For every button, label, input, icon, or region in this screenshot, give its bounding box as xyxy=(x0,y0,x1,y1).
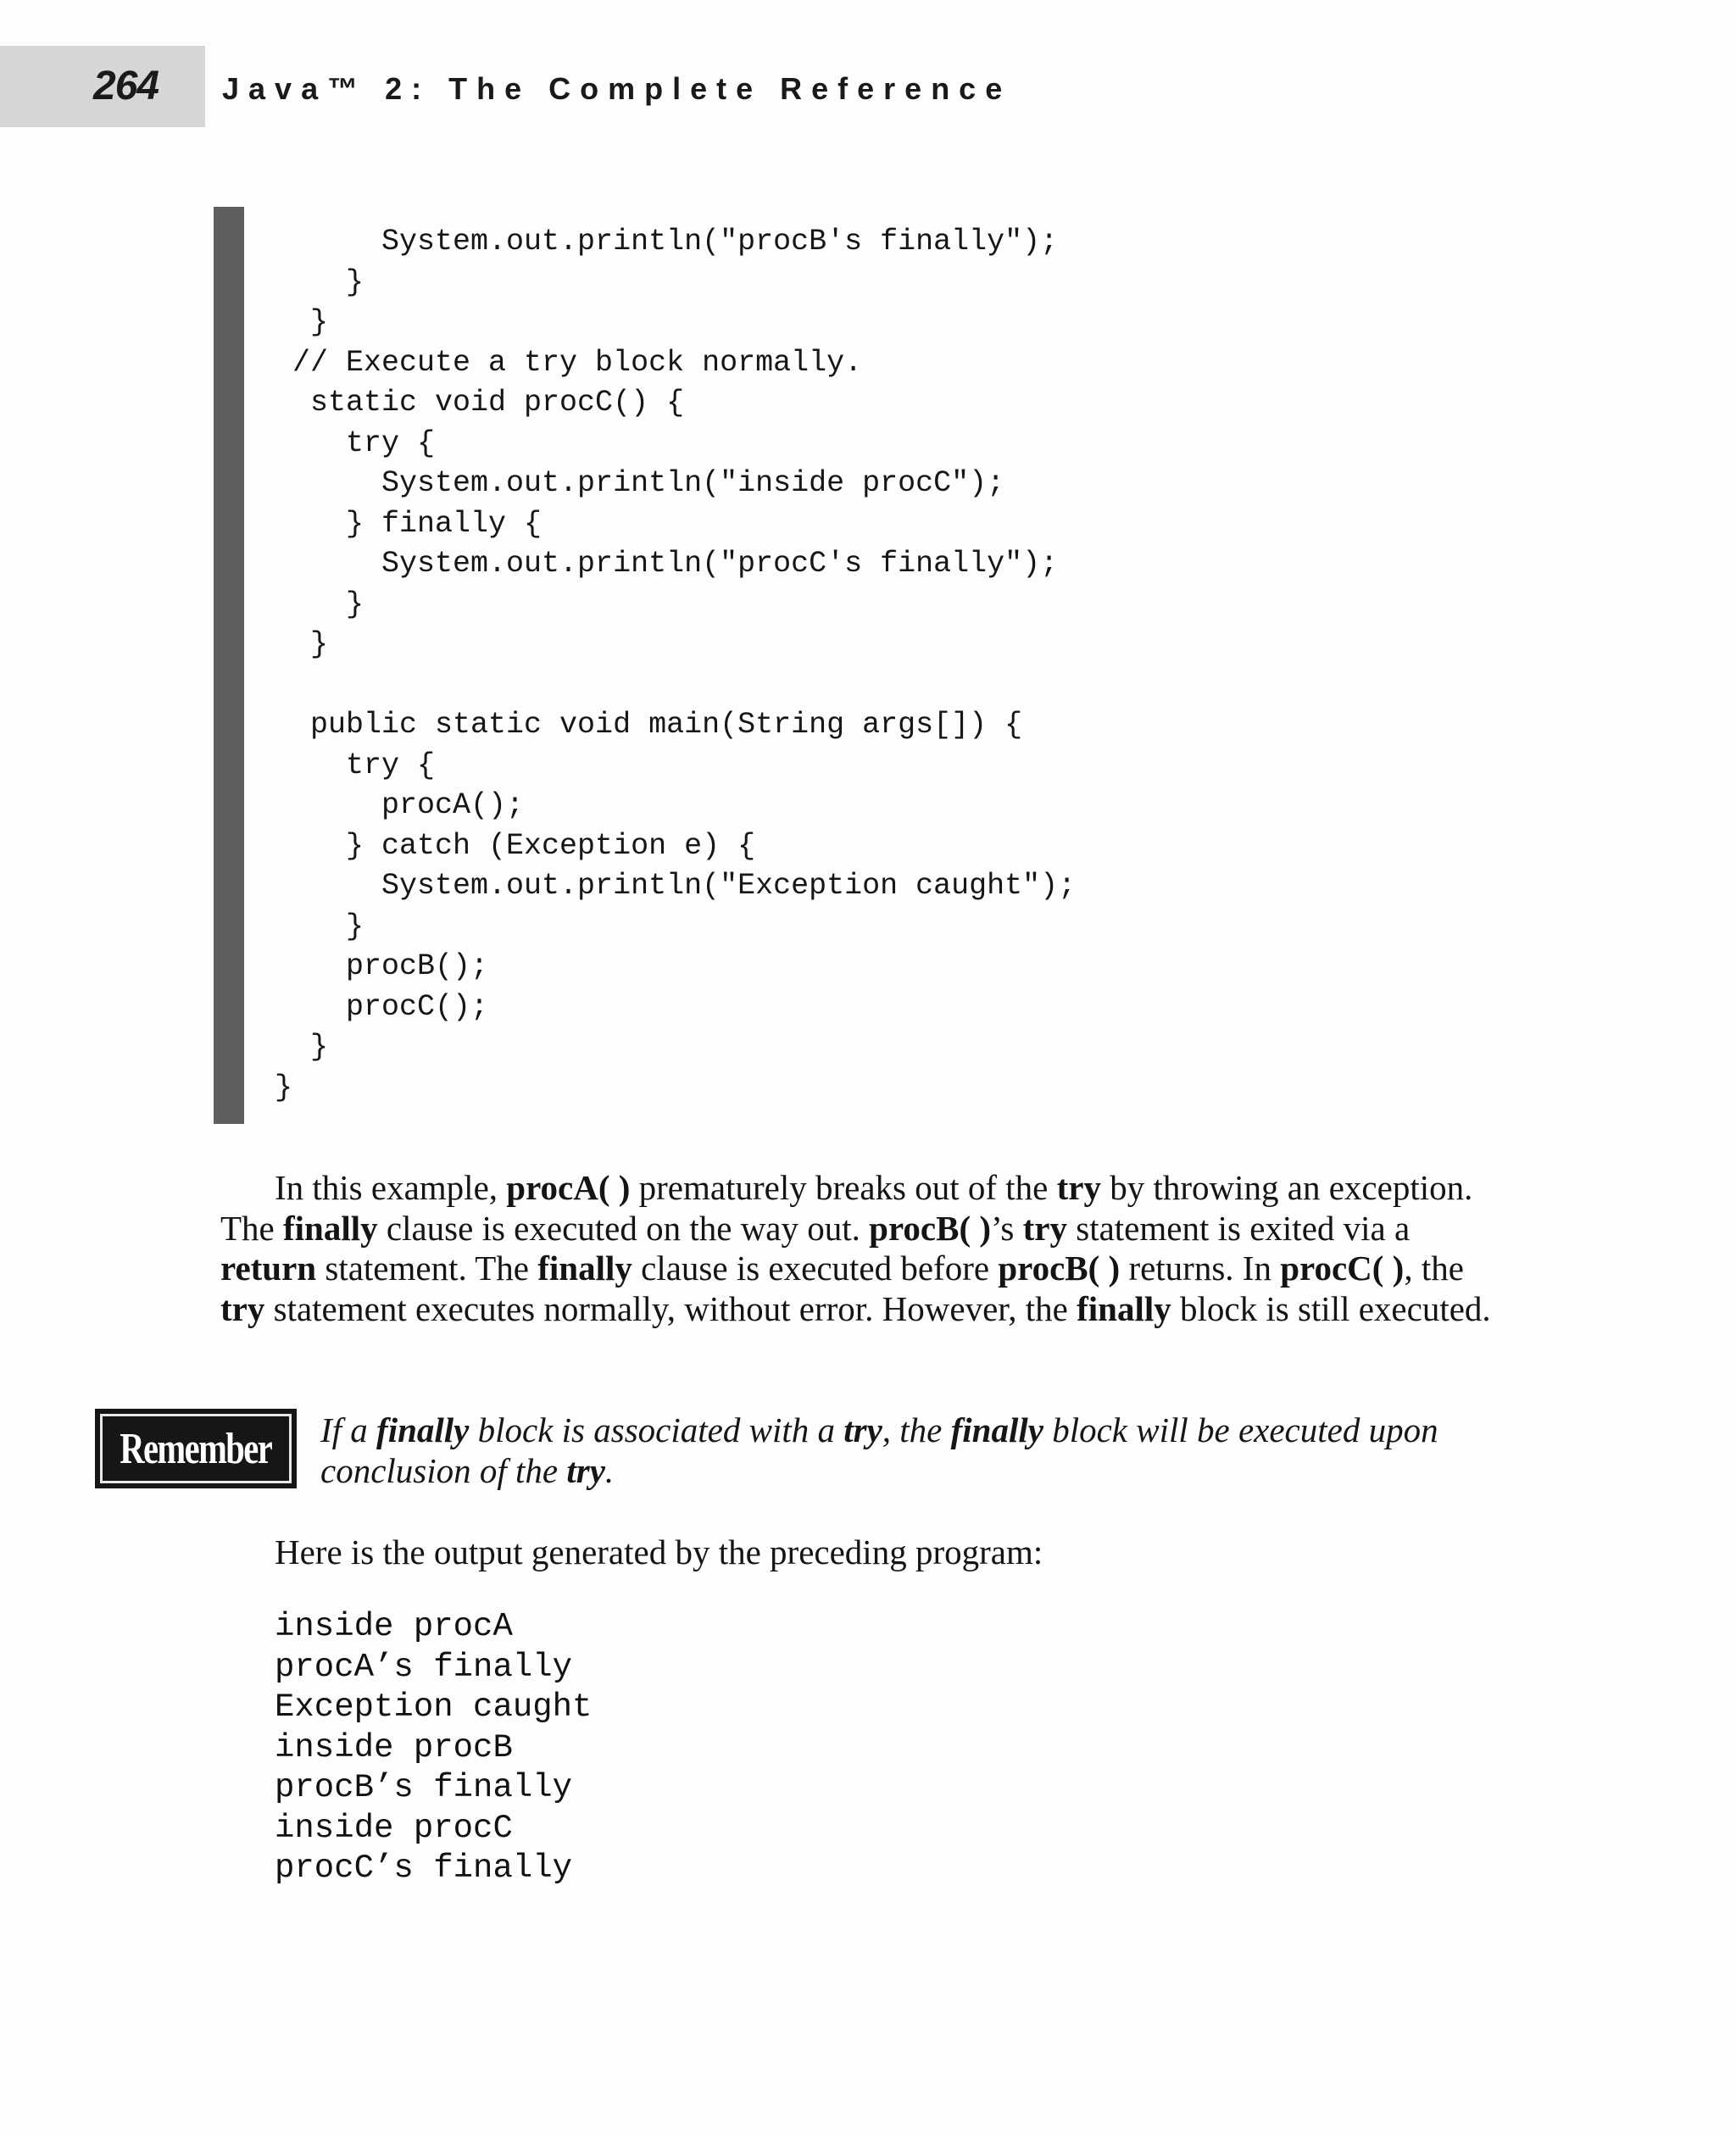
remember-note xyxy=(320,1410,1507,1491)
code-line: } xyxy=(275,264,364,299)
code-term: procB( ) xyxy=(998,1249,1121,1288)
explanation-text xyxy=(220,1168,1491,1328)
code-term: finally xyxy=(376,1410,470,1449)
program-output xyxy=(275,1607,592,1889)
text-run: statement executes normally, without error. However, the xyxy=(264,1288,1077,1328)
text-run: block is associated with a xyxy=(469,1410,844,1449)
code-line: procB(); xyxy=(275,949,489,983)
code-term: try xyxy=(220,1288,265,1328)
output-intro: Here is the output generated by the preceding program: xyxy=(275,1532,1043,1571)
code-term: procB( ) xyxy=(869,1208,992,1248)
code-line: } finally { xyxy=(275,506,542,541)
text-run: returns. In xyxy=(1120,1249,1281,1288)
output-line: procC’s finally xyxy=(275,1850,573,1887)
code-term: try xyxy=(1022,1208,1067,1248)
text-run: . xyxy=(604,1450,615,1490)
text-run: , the xyxy=(1404,1249,1464,1288)
code-line: // Execute a try block normally. xyxy=(275,345,863,380)
code-line: public static void main(String args[]) { xyxy=(275,708,1023,742)
code-line: System.out.println("procB's finally"); xyxy=(275,225,1059,259)
text-run: prematurely breaks out of the xyxy=(630,1168,1057,1207)
code-line: System.out.println("inside procC"); xyxy=(275,466,1005,500)
text-run: If a xyxy=(320,1410,377,1449)
text-run: , the xyxy=(882,1410,951,1449)
code-line: try { xyxy=(275,748,436,782)
code-line: procC(); xyxy=(275,989,489,1024)
code-line: System.out.println("Exception caught"); xyxy=(275,869,1077,903)
code-term: finally xyxy=(537,1249,632,1288)
code-term: procC( ) xyxy=(1280,1249,1405,1288)
explanation-paragraph xyxy=(220,1168,1509,1329)
output-line: inside procC xyxy=(275,1809,513,1847)
code-term: try xyxy=(566,1450,605,1490)
text-run: by throwing an exception. The xyxy=(220,1168,1473,1248)
code-term: finally xyxy=(1077,1288,1171,1328)
text-run: statement. The xyxy=(316,1249,538,1288)
text-run: clause is executed on the way out. xyxy=(377,1208,870,1248)
code-line: } xyxy=(275,305,329,339)
code-line: } xyxy=(275,587,364,621)
code-line: static void procC() { xyxy=(275,386,685,420)
code-term: procA( ) xyxy=(506,1168,631,1207)
code-term: try xyxy=(1056,1168,1101,1207)
code-line: procA(); xyxy=(275,788,525,822)
code-line: } catch (Exception e) { xyxy=(275,828,756,863)
output-line: Exception caught xyxy=(275,1688,593,1726)
output-line: procA’s finally xyxy=(275,1648,573,1686)
text-run: In this example, xyxy=(275,1168,507,1207)
remember-label: Remember xyxy=(120,1424,272,1473)
text-run: block is still executed. xyxy=(1171,1288,1491,1328)
running-head: Java™ 2: The Complete Reference xyxy=(222,71,1012,106)
code-term: return xyxy=(220,1249,317,1288)
code-listing xyxy=(275,222,1076,1108)
text-run: ’s xyxy=(991,1208,1023,1248)
code-line: } xyxy=(275,627,329,661)
output-line: inside procB xyxy=(275,1728,513,1766)
code-line: try { xyxy=(275,426,436,460)
text-run: block will be executed upon conclusion of the xyxy=(320,1410,1438,1490)
code-term: finally xyxy=(950,1410,1043,1449)
code-term: finally xyxy=(283,1208,378,1248)
code-line: } xyxy=(275,909,364,943)
text-run: statement is exited via a xyxy=(1067,1208,1410,1248)
output-line: procB’s finally xyxy=(275,1769,573,1806)
code-line: } xyxy=(275,1070,293,1104)
remember-badge xyxy=(95,1409,297,1488)
code-listing-bar xyxy=(214,207,244,1124)
text-run: clause is executed before xyxy=(632,1249,999,1288)
code-line: } xyxy=(275,1030,329,1064)
output-line: inside procA xyxy=(275,1608,513,1645)
code-line: System.out.println("procC's finally"); xyxy=(275,547,1059,581)
page-number: 264 xyxy=(93,64,159,108)
code-term: try xyxy=(843,1410,882,1449)
